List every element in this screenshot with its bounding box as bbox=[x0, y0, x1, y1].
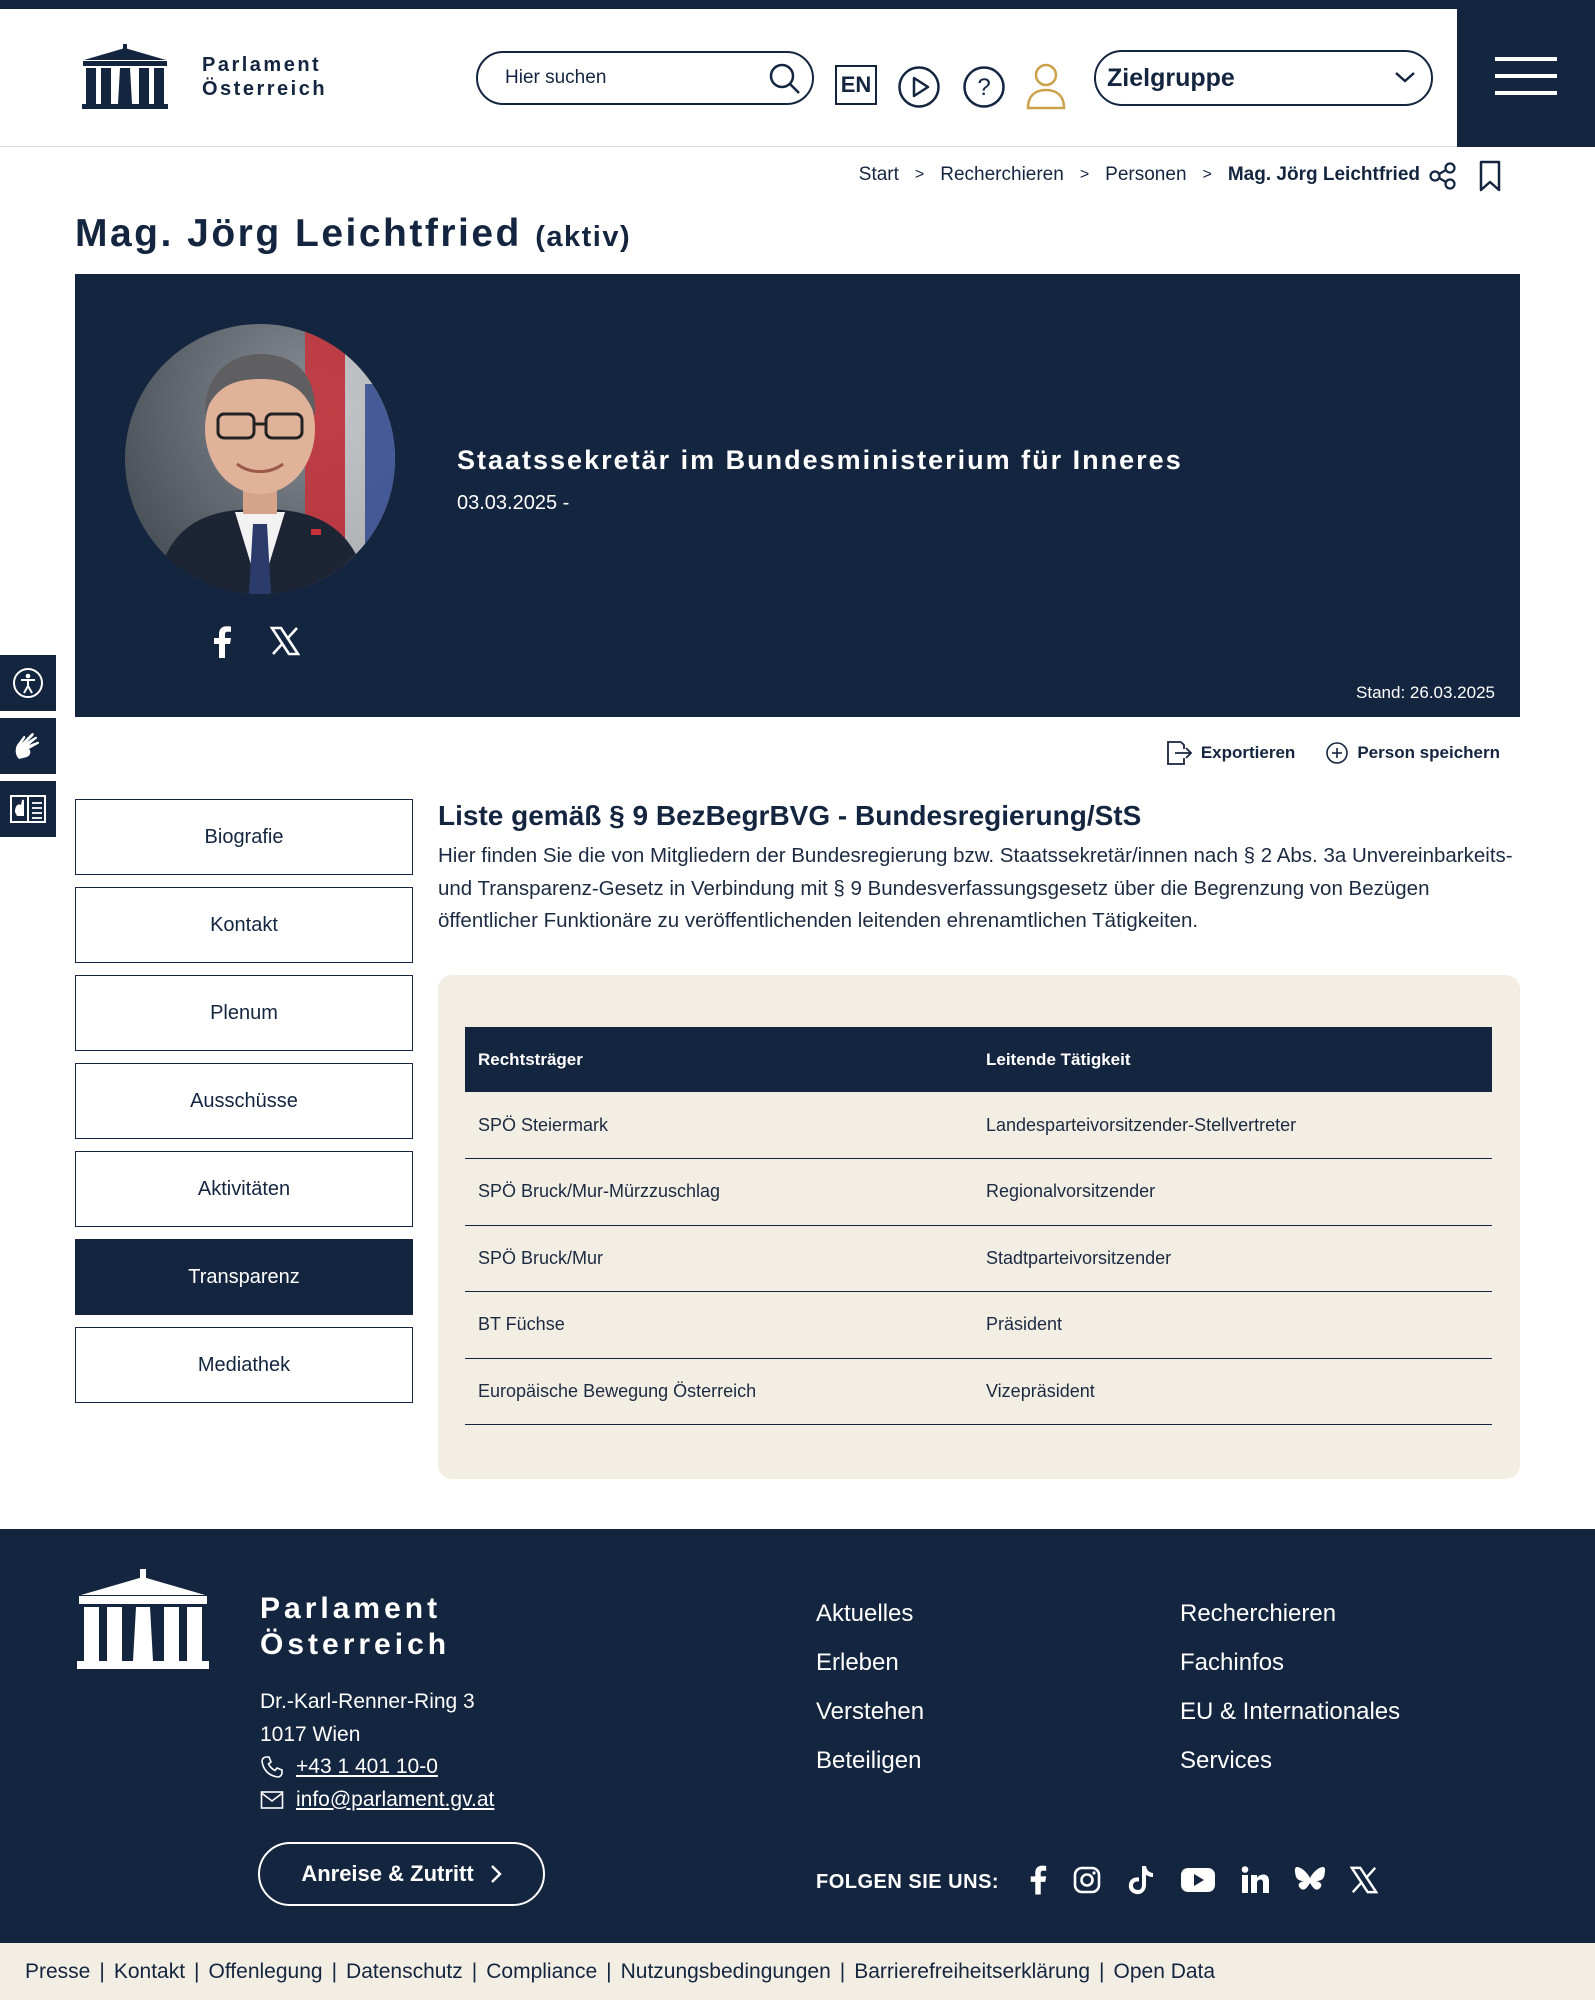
footer-link[interactable]: Recherchieren bbox=[1180, 1600, 1337, 1627]
breadcrumb-item[interactable]: Recherchieren bbox=[940, 164, 1064, 185]
subnav-transparenz[interactable]: Transparenz bbox=[75, 1239, 413, 1315]
search-icon[interactable] bbox=[768, 62, 802, 101]
play-icon[interactable] bbox=[897, 65, 941, 114]
link-separator: | bbox=[194, 1959, 200, 1983]
footer-link[interactable]: Fachinfos bbox=[1180, 1649, 1285, 1676]
export-label: Exportieren bbox=[1200, 743, 1296, 762]
table-cell: Europäische Bewegung Österreich bbox=[465, 1358, 973, 1425]
breadcrumb bbox=[859, 164, 1420, 186]
table-cell: SPÖ Bruck/Mur bbox=[465, 1225, 973, 1292]
follow-label: FOLGEN SIE UNS: bbox=[816, 1871, 1000, 1893]
subnav-ausschuesse[interactable]: Ausschüsse bbox=[75, 1063, 413, 1139]
breadcrumb-separator: > bbox=[1202, 166, 1212, 183]
breadcrumb-item[interactable]: Personen bbox=[1105, 164, 1187, 185]
table-row bbox=[465, 1225, 1492, 1292]
accessibility-button[interactable] bbox=[0, 655, 56, 711]
user-icon[interactable] bbox=[1025, 62, 1067, 115]
instagram-icon[interactable] bbox=[1072, 1865, 1102, 1895]
legal-link-offenlegung[interactable]: Offenlegung bbox=[208, 1959, 323, 1983]
save-person-button[interactable] bbox=[1325, 741, 1500, 765]
legal-link-kontakt[interactable]: Kontakt bbox=[113, 1959, 186, 1983]
footer-link[interactable]: Beteiligen bbox=[816, 1747, 922, 1774]
link-separator: | bbox=[99, 1959, 105, 1983]
table-row bbox=[465, 1159, 1492, 1226]
x-twitter-icon[interactable] bbox=[1350, 1866, 1378, 1894]
footer-logo[interactable] bbox=[75, 1569, 211, 1674]
export-button[interactable] bbox=[1165, 740, 1295, 766]
easy-read-icon bbox=[9, 794, 47, 824]
legal-link-compliance[interactable]: Compliance bbox=[486, 1959, 598, 1983]
menu-icon-bar bbox=[1495, 74, 1557, 78]
table-row bbox=[465, 1092, 1492, 1159]
subnav-plenum[interactable]: Plenum bbox=[75, 975, 413, 1051]
table-cell: Landesparteivorsitzender-Stellvertreter bbox=[973, 1092, 1492, 1159]
top-accent-line bbox=[0, 0, 1595, 9]
subnav-biografie[interactable]: Biografie bbox=[75, 799, 413, 875]
person-name: Mag. Jörg Leichtfried bbox=[75, 212, 522, 255]
linkedin-icon[interactable] bbox=[1240, 1865, 1270, 1895]
footer-brand-line-1: Parlament bbox=[260, 1592, 442, 1625]
legal-link-presse[interactable]: Presse bbox=[25, 1959, 91, 1983]
accessibility-icon bbox=[12, 667, 44, 699]
tiktok-icon[interactable] bbox=[1126, 1864, 1156, 1896]
bluesky-icon[interactable] bbox=[1294, 1866, 1326, 1894]
footer-phone-link[interactable]: +43 1 401 10-0 bbox=[296, 1755, 438, 1778]
section-title: Liste gemäß § 9 BezBegrBVG - Bundesregierung/StS bbox=[438, 800, 1142, 831]
table-cell: Vizepräsident bbox=[973, 1358, 1492, 1425]
person-portrait bbox=[125, 324, 395, 594]
mail-icon bbox=[260, 1790, 284, 1810]
address-city: 1017 Wien bbox=[260, 1722, 361, 1746]
address-street: Dr.-Karl-Renner-Ring 3 bbox=[260, 1690, 475, 1713]
sign-language-button[interactable] bbox=[0, 718, 56, 774]
link-separator: | bbox=[839, 1959, 846, 1983]
footer-link[interactable]: Services bbox=[1180, 1747, 1273, 1774]
chevron-right-icon bbox=[490, 1864, 502, 1884]
chevron-down-icon bbox=[1393, 69, 1417, 85]
help-icon[interactable] bbox=[962, 65, 1006, 114]
last-updated: Stand: 26.03.2025 bbox=[1356, 683, 1495, 702]
menu-button[interactable] bbox=[1457, 0, 1595, 147]
facebook-icon[interactable] bbox=[1028, 1864, 1048, 1896]
table-row bbox=[465, 1358, 1492, 1425]
legal-link-datenschutz[interactable]: Datenschutz bbox=[346, 1959, 463, 1983]
legal-links-bar bbox=[0, 1943, 1595, 2000]
menu-icon-bar bbox=[1495, 91, 1557, 95]
legal-link-open-data[interactable]: Open Data bbox=[1113, 1959, 1216, 1983]
table-cell: SPÖ Bruck/Mur-Mürzzuschlag bbox=[465, 1159, 973, 1226]
share-icon[interactable] bbox=[1428, 161, 1458, 191]
link-separator: | bbox=[606, 1959, 612, 1983]
directions-button-label: Anreise & Zutritt bbox=[301, 1861, 474, 1886]
table-cell: Regionalvorsitzender bbox=[973, 1159, 1492, 1226]
parliament-building-icon bbox=[75, 1569, 211, 1669]
footer-link[interactable]: Aktuelles bbox=[816, 1600, 914, 1627]
column-header: Leitende Tätigkeit bbox=[973, 1027, 1492, 1092]
youtube-icon[interactable] bbox=[1180, 1867, 1216, 1893]
add-circle-icon bbox=[1325, 741, 1349, 765]
link-separator: | bbox=[331, 1959, 338, 1983]
parliament-logo[interactable] bbox=[80, 44, 327, 109]
person-status: (aktiv) bbox=[535, 221, 632, 253]
footer-nav-col-2 bbox=[1180, 1589, 1400, 1785]
phone-icon bbox=[260, 1755, 284, 1779]
save-person-label: Person speichern bbox=[1357, 743, 1500, 762]
export-icon bbox=[1165, 740, 1193, 766]
person-hero bbox=[75, 274, 1520, 717]
breadcrumb-separator: > bbox=[914, 166, 925, 183]
footer-link[interactable]: Verstehen bbox=[816, 1698, 925, 1725]
breadcrumb-separator: > bbox=[1079, 166, 1090, 183]
transparency-table-card bbox=[438, 975, 1520, 1479]
facebook-icon[interactable] bbox=[211, 626, 233, 663]
person-role-date: 03.03.2025 - bbox=[457, 492, 570, 514]
language-toggle-button[interactable]: EN bbox=[835, 65, 877, 105]
table-header-row bbox=[465, 1027, 1492, 1092]
table-cell: Stadtparteivorsitzender bbox=[973, 1225, 1492, 1292]
parliament-building-icon bbox=[80, 44, 170, 109]
search-input[interactable] bbox=[505, 67, 755, 89]
person-subnav bbox=[75, 799, 413, 1415]
audience-select[interactable] bbox=[1094, 50, 1433, 106]
footer-link[interactable]: Erleben bbox=[816, 1649, 899, 1676]
table-row bbox=[465, 1292, 1492, 1359]
legal-link-barrierefreiheit[interactable]: Barrierefreiheitserklärung bbox=[854, 1959, 1091, 1983]
footer-link[interactable]: EU & Internationales bbox=[1180, 1698, 1401, 1725]
section-description: Hier finden Sie die von Mitgliedern der Bundesregierung bzw. Staatssekretär/innen nach § 2 Abs. 3a Unvereinbarkeits- und Transparenz-Gesetz in Verbindung mit § 9 Bundesverfassungsgesetz über die Begrenzung von Bezügen öffentlicher Funktionäre zu veröffentlichenden leitenden ehrenamtlichen Tätigkeiten. bbox=[438, 844, 1513, 932]
menu-icon-bar bbox=[1495, 57, 1557, 61]
sign-language-icon bbox=[11, 729, 45, 763]
breadcrumb-current: Mag. Jörg Leichtfried bbox=[1227, 164, 1420, 185]
audience-select-value: Zielgruppe bbox=[1107, 63, 1235, 92]
footer-address bbox=[260, 1686, 494, 1816]
easy-read-button[interactable] bbox=[0, 781, 56, 837]
footer-nav-col-1 bbox=[816, 1589, 924, 1785]
footer-socials bbox=[1028, 1864, 1402, 1896]
accessibility-toolbar bbox=[0, 655, 56, 844]
page-title bbox=[75, 212, 631, 256]
column-header: Rechtsträger bbox=[465, 1027, 973, 1092]
footer-email-link[interactable]: info@parlament.gv.at bbox=[296, 1787, 495, 1811]
subnav-aktivitaeten[interactable]: Aktivitäten bbox=[75, 1151, 413, 1227]
footer-brand-line-2: Österreich bbox=[260, 1628, 451, 1661]
site-footer bbox=[0, 1529, 1595, 1943]
subnav-mediathek[interactable]: Mediathek bbox=[75, 1327, 413, 1403]
table-cell: SPÖ Steiermark bbox=[465, 1092, 973, 1159]
site-header bbox=[0, 9, 1595, 147]
person-actions bbox=[1135, 740, 1500, 766]
link-separator: | bbox=[1099, 1959, 1105, 1983]
legal-link-nutzungsbedingungen[interactable]: Nutzungsbedingungen bbox=[620, 1959, 831, 1983]
table-cell: Präsident bbox=[973, 1292, 1492, 1359]
logo-line-2: Österreich bbox=[202, 77, 328, 100]
link-separator: | bbox=[471, 1959, 478, 1983]
search-box bbox=[476, 51, 814, 105]
transparency-table bbox=[465, 1027, 1492, 1425]
table-cell: BT Füchse bbox=[465, 1292, 973, 1359]
x-twitter-icon[interactable] bbox=[270, 626, 300, 661]
logo-line-1: Parlament bbox=[202, 53, 322, 76]
person-role: Staatssekretär im Bundesministerium für Inneres bbox=[457, 445, 1183, 475]
subnav-kontakt[interactable]: Kontakt bbox=[75, 887, 413, 963]
breadcrumb-item[interactable]: Start bbox=[858, 164, 899, 185]
breadcrumb-tools bbox=[1428, 160, 1502, 192]
directions-button[interactable] bbox=[258, 1842, 545, 1906]
bookmark-icon[interactable] bbox=[1478, 160, 1502, 192]
svg-text:?: ? bbox=[977, 74, 991, 101]
